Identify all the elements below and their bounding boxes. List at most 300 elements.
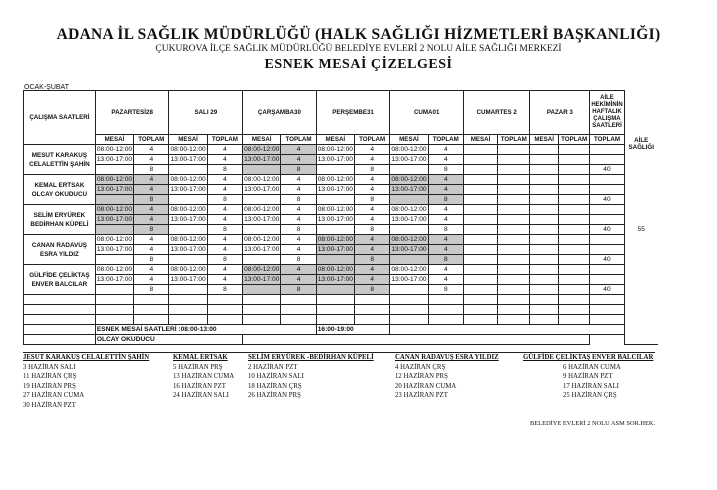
table-cell [498,205,530,215]
morning-shift: 08:00-12:00 [96,176,133,183]
table-cell [558,205,589,215]
table-cell [530,155,559,165]
day-total: 8 [428,285,463,295]
duty-item: 3 HAZİRAN SALI [23,363,76,371]
hours-cell: 4 [281,205,316,215]
flex-hours-label: ESNEK MESAİ SAATLERİ :08:00-13:00 [95,325,316,335]
hours-cell: 4 [134,275,169,285]
day-total: 8 [354,195,389,205]
morning-shift: 08:00-12:00 [244,266,280,273]
table-cell [498,315,530,325]
table-cell [281,315,316,325]
table-row [24,135,717,145]
day-header: ÇARŞAMBA30 [243,91,317,135]
morning-shift: 08:00-12:00 [170,206,206,213]
duty-item: 23 HAZİRAN PZT [395,392,448,399]
table-row [24,285,717,295]
table-cell [463,175,497,185]
duty-item: 19 HAZİRAN PRŞ [23,382,76,390]
table-cell [530,265,559,275]
table-cell [530,185,559,195]
table-cell [463,255,497,265]
table-row [24,235,717,245]
hours-cell: 4 [281,215,316,225]
hours-cell: 4 [428,185,463,195]
afternoon-shift: 13:00-17:00 [170,216,206,223]
table-cell [530,195,559,205]
table-cell [530,245,559,255]
table-cell [498,175,530,185]
table-cell [463,165,497,175]
afternoon-shift: 13:00-17:00 [317,276,353,283]
table-cell [95,315,133,325]
table-cell [95,295,133,305]
table-cell [95,305,133,315]
table-cell [463,265,497,275]
table-cell [530,255,559,265]
day-total: 8 [134,165,169,175]
table-cell [530,175,559,185]
schedule-table [23,90,717,345]
table-cell [354,295,389,305]
day-total: 8 [134,195,169,205]
table-cell [530,225,559,235]
day-total: 8 [281,255,316,265]
afternoon-shift: 13:00-17:00 [391,246,427,253]
hours-cell: 4 [428,175,463,185]
table-cell [498,245,530,255]
day-header: PAZARTESİ28 [95,91,169,135]
hours-cell: 4 [428,205,463,215]
table-cell [463,285,497,295]
table-cell [530,305,559,315]
table-cell [590,245,624,255]
hours-cell: 4 [428,215,463,225]
table-cell [428,315,463,325]
table-cell [530,315,559,325]
table-cell [207,305,242,315]
hours-cell: 4 [207,185,242,195]
table-cell [498,285,530,295]
asm-column [624,91,658,345]
morning-shift: 08:00-12:00 [96,206,133,213]
day-total: 8 [281,225,316,235]
table-cell [498,185,530,195]
person-name: KEMAL ERTSAK OLCAY OKUDUCU [24,175,96,205]
duty-item: 25 HAZİRAN ÇRŞ [563,392,617,399]
morning-shift: 08:00-12:00 [244,206,280,213]
duty-item: 10 HAZİRAN SALI [248,373,304,380]
morning-shift: 08:00-12:00 [391,176,427,183]
duty-item: 30 HAZİRAN PZT [23,401,76,409]
table-cell [281,305,316,315]
table-cell [243,225,281,235]
table-cell [463,185,497,195]
table-row [24,91,717,135]
hours-cell: 4 [354,235,389,245]
afternoon-shift: 13:00-17:00 [317,216,353,223]
table-cell [169,165,207,175]
table-row [24,215,717,225]
table-cell [498,145,530,155]
morning-shift: 08:00-12:00 [96,146,133,153]
table-row [24,145,717,155]
table-cell [95,285,133,295]
day-total: 8 [207,225,242,235]
period-label: OCAK-ŞUBAT [24,84,69,91]
table-cell [558,195,589,205]
asm-header: AİLE SAĞLIĞI [628,136,654,151]
afternoon-shift: 13:00-17:00 [244,156,280,163]
table-cell [463,155,497,165]
table-cell [243,295,281,305]
hours-cell: 4 [207,235,242,245]
table-cell [134,305,169,315]
table-cell [243,305,281,315]
table-cell [169,315,207,325]
table-cell [558,255,589,265]
hours-cell: 4 [281,235,316,245]
table-cell [463,145,497,155]
table-cell [316,305,354,315]
table-row [24,245,717,255]
hours-cell: 4 [207,265,242,275]
morning-shift: 08:00-12:00 [317,146,353,153]
table-cell [530,275,559,285]
hours-cell: 4 [134,145,169,155]
table-cell [243,335,590,345]
table-cell [428,305,463,315]
table-cell [95,255,133,265]
hours-cell: 4 [354,275,389,285]
day-total: 8 [134,255,169,265]
hours-cell: 4 [134,155,169,165]
mesai-subheader: MESAİ [95,135,133,145]
day-total: 8 [134,225,169,235]
table-row [24,225,717,235]
weekly-total: 40 [590,195,624,205]
table-cell [558,235,589,245]
duty-item: 5 HAZİRAN PRŞ [173,363,223,371]
table-cell [463,215,497,225]
table-cell [530,145,559,155]
duty-column [523,353,653,401]
day-total: 8 [207,195,242,205]
hours-cell: 4 [281,155,316,165]
afternoon-shift: 13:00-17:00 [317,246,353,253]
table-cell [558,145,589,155]
duty-item: 27 HAZİRAN CUMA [23,392,85,399]
document-title: ADANA İL SAĞLIK MÜDÜRLÜĞÜ (HALK SAĞLIĞI HİZMETLERİ BAŞKANLIĞI) [56,26,661,43]
duty-item: 11 HAZİRAN ÇRŞ [23,373,77,380]
table-row [24,165,717,175]
mesai-subheader: MESAİ [530,135,559,145]
table-cell [498,225,530,235]
toplam-subheader: TOPLAM [428,135,463,145]
table-cell [463,245,497,255]
table-cell [558,245,589,255]
work-hours-header: ÇALIŞMA SAATLERİ [24,91,96,145]
day-total: 8 [428,165,463,175]
table-row [24,185,717,195]
table-cell [207,295,242,305]
table-row [24,155,717,165]
mesai-subheader: MESAİ [390,135,428,145]
table-cell [316,295,354,305]
table-cell [558,175,589,185]
hours-cell: 4 [134,235,169,245]
hours-cell: 4 [281,245,316,255]
day-total: 8 [281,285,316,295]
hours-cell: 4 [354,245,389,255]
flex-hours-pm: 16:00-19:00 [316,325,390,335]
table-cell [590,155,624,165]
table-cell [590,305,624,315]
hours-cell: 4 [428,275,463,285]
table-cell [390,285,428,295]
afternoon-shift: 13:00-17:00 [96,276,133,283]
table-row [24,205,717,215]
hours-cell: 4 [281,185,316,195]
table-cell [24,325,96,335]
morning-shift: 08:00-12:00 [391,266,427,273]
table-cell [281,295,316,305]
table-cell [558,295,589,305]
table-cell [590,275,624,285]
day-total: 8 [281,195,316,205]
duty-item: 18 HAZİRAN ÇRŞ [248,382,302,390]
afternoon-shift: 13:00-17:00 [96,156,133,163]
afternoon-shift: 13:00-17:00 [244,216,280,223]
table-cell [590,235,624,245]
day-total: 8 [428,225,463,235]
hours-cell: 4 [207,145,242,155]
mesai-subheader: MESAİ [463,135,497,145]
table-cell [24,305,96,315]
afternoon-shift: 13:00-17:00 [96,246,133,253]
table-cell [530,215,559,225]
table-cell [498,255,530,265]
hours-cell: 4 [134,175,169,185]
table-cell [558,155,589,165]
table-cell [498,215,530,225]
table-cell [243,285,281,295]
duty-column [248,353,374,401]
day-total: 8 [134,285,169,295]
table-cell [590,185,624,195]
day-header: CUMA01 [390,91,464,135]
morning-shift: 08:00-12:00 [244,146,280,153]
duty-item: 6 HAZİRAN CUMA [563,363,621,371]
hours-cell: 4 [207,205,242,215]
morning-shift: 08:00-12:00 [391,206,427,213]
day-total: 8 [354,225,389,235]
hours-cell: 4 [134,185,169,195]
table-cell [498,195,530,205]
table-cell [463,315,497,325]
afternoon-shift: 13:00-17:00 [244,246,280,253]
morning-shift: 08:00-12:00 [391,236,427,243]
document-subtitle: ÇUKUROVA İLÇE SAĞLIK MÜDÜRLÜĞÜ BELEDİYE EVLERİ 2 NOLU AİLE SAĞLIĞI MERKEZİ [155,44,562,54]
table-cell [243,165,281,175]
duty-item: 16 HAZİRAN PZT [173,382,226,390]
table-cell [24,315,96,325]
duty-header: KEMAL ERTSAK [173,354,228,361]
table-cell [390,255,428,265]
table-cell [558,285,589,295]
name-note: OLCAY OKUDUCU [95,335,242,345]
duty-item: 13 HAZİRAN CUMA [173,373,235,380]
table-cell [169,225,207,235]
duty-header: SELİM ERYÜREK -BEDİRHAN KÜPELİ [248,354,374,361]
duty-column [395,353,499,401]
table-row [24,275,717,285]
table-cell [590,175,624,185]
table-cell [590,215,624,225]
person-name: MESUT KARAKUŞ CELALETTİN ŞAHİN [24,145,96,175]
table-cell [134,315,169,325]
weekly-total: 40 [590,165,624,175]
afternoon-shift: 13:00-17:00 [244,186,280,193]
table-row [24,335,717,345]
table-cell [24,335,96,345]
morning-shift: 08:00-12:00 [391,146,427,153]
toplam-subheader: TOPLAM [590,135,624,145]
toplam-subheader: TOPLAM [558,135,589,145]
duty-column [173,353,234,401]
afternoon-shift: 13:00-17:00 [170,246,206,253]
hours-cell: 4 [281,145,316,155]
table-cell [243,315,281,325]
table-cell [530,285,559,295]
hours-cell: 4 [207,155,242,165]
table-row [24,255,717,265]
table-cell [463,295,497,305]
day-total: 8 [428,195,463,205]
hours-cell: 4 [207,215,242,225]
table-cell [95,225,133,235]
afternoon-shift: 13:00-17:00 [244,276,280,283]
table-cell [590,315,624,325]
morning-shift: 08:00-12:00 [170,236,206,243]
person-name: GÜLFİDE ÇELİKTAŞ ENVER BALCILAR [24,265,96,295]
table-cell [354,305,389,315]
hours-cell: 4 [207,245,242,255]
toplam-subheader: TOPLAM [134,135,169,145]
morning-shift: 08:00-12:00 [96,236,133,243]
hours-cell: 4 [354,185,389,195]
table-cell [169,295,207,305]
asm-value: 55 [637,225,645,233]
table-cell [24,295,96,305]
weekly-total: 40 [590,225,624,235]
table-cell [316,225,354,235]
morning-shift: 08:00-12:00 [317,176,353,183]
table-cell [590,265,624,275]
hours-cell: 4 [134,215,169,225]
mesai-subheader: MESAİ [169,135,207,145]
table-cell [207,315,242,325]
mesai-subheader: MESAİ [316,135,354,145]
table-row [24,325,717,335]
morning-shift: 08:00-12:00 [170,176,206,183]
table-cell [316,165,354,175]
morning-shift: 08:00-12:00 [317,206,353,213]
table-cell [316,285,354,295]
table-cell [428,295,463,305]
table-cell [316,315,354,325]
toplam-subheader: TOPLAM [281,135,316,145]
afternoon-shift: 13:00-17:00 [391,276,427,283]
day-header: CUMARTES 2 [463,91,529,135]
duty-item: 26 HAZİRAN PRŞ [248,392,301,399]
person-name: SELİM ERYÜREK BEDİRHAN KÜPELİ [24,205,96,235]
table-cell [463,195,497,205]
duty-list [23,352,655,409]
table-cell [558,165,589,175]
toplam-subheader: TOPLAM [354,135,389,145]
table-cell [95,195,133,205]
morning-shift: 08:00-12:00 [317,266,353,273]
hours-cell: 4 [428,235,463,245]
hours-cell: 4 [354,155,389,165]
table-cell [558,225,589,235]
hours-cell: 4 [134,205,169,215]
table-cell [354,315,389,325]
day-total: 8 [354,285,389,295]
afternoon-shift: 13:00-17:00 [96,186,133,193]
duty-item: 4 HAZİRAN ÇRŞ [395,363,446,371]
toplam-subheader: TOPLAM [207,135,242,145]
afternoon-shift: 13:00-17:00 [391,186,427,193]
hours-cell: 4 [281,265,316,275]
table-cell [498,265,530,275]
table-cell [498,155,530,165]
table-cell [590,295,624,305]
hours-cell: 4 [207,175,242,185]
hours-cell: 4 [281,275,316,285]
morning-shift: 08:00-12:00 [244,176,280,183]
table-row [24,305,717,315]
duty-header: GÜLFİDE ÇELİKTAŞ ENVER BALCILAR [523,354,654,361]
hours-cell: 4 [354,145,389,155]
hours-cell: 4 [281,175,316,185]
table-cell [530,235,559,245]
morning-shift: 08:00-12:00 [244,236,280,243]
table-cell [530,205,559,215]
duty-item: 20 HAZİRAN CUMA [395,382,457,390]
table-cell [390,325,624,335]
table-cell [169,285,207,295]
duty-item: 17 HAZİRAN SALI [563,382,619,390]
duty-item: 24 HAZİRAN SALI [173,392,229,399]
table-cell [169,195,207,205]
weekly-total: 40 [590,285,624,295]
table-cell [498,305,530,315]
table-cell [390,225,428,235]
mesai-subheader: MESAİ [243,135,281,145]
footer-signature: BELEDİYE EVLERİ 2 NOLU ASM SOR.HEK. [530,420,656,427]
table-cell [463,235,497,245]
table-cell [558,315,589,325]
day-total: 8 [281,165,316,175]
table-cell [134,295,169,305]
table-cell [390,305,428,315]
table-cell [463,275,497,285]
table-cell [169,305,207,315]
table-row [24,295,717,305]
table-row [24,175,717,185]
